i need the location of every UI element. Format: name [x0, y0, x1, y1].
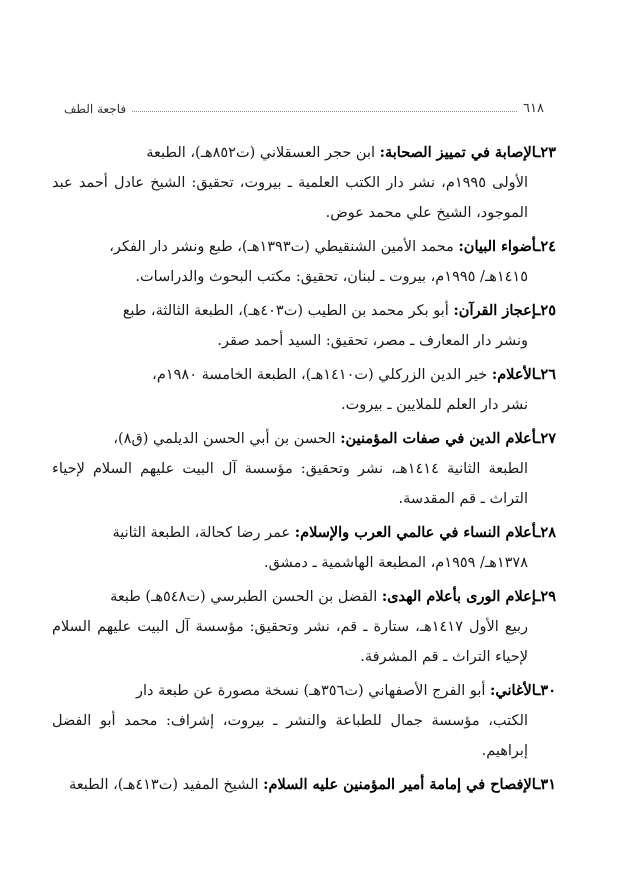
reference-title: إعلام الورى بأعلام الهدى: — [381, 588, 537, 605]
reference-details: عمر رضا كحالة، الطبعة الثانية — [112, 525, 295, 541]
reference-continuation: الأولى ١٩٩٥م، نشر دار الكتب العلمية ـ بيروت، تحقيق: الشيخ عادل أحمد عبد الموجود، الشيخ علي محمد عوض. — [52, 175, 528, 221]
reference-number: ٢٦ـ — [536, 366, 556, 383]
reference-title: أضواء البيان: — [458, 238, 537, 255]
reference-continuation: نشر دار العلم للملايين ـ بيروت. — [340, 397, 528, 413]
reference-item — [52, 770, 556, 800]
reference-title: إعجاز القرآن: — [453, 302, 537, 319]
reference-number: ٢٩ـ — [536, 588, 556, 605]
reference-list — [52, 138, 556, 804]
reference-continuation: الطبعة الثانية ١٤١٤هـ، نشر وتحقيق: مؤسسة آل البيت عليهم السلام لإحياء التراث ـ قم المقدسة. — [52, 461, 529, 507]
reference-number: ٢٨ـ — [536, 524, 556, 541]
reference-details: الفضل بن الحسن الطبرسي (ت٥٤٨هـ) طبعة — [110, 589, 382, 605]
reference-number: ٢٧ـ — [536, 430, 556, 447]
reference-number: ٢٤ـ — [536, 238, 556, 255]
reference-item — [52, 676, 556, 766]
reference-number: ٢٣ـ — [536, 144, 556, 161]
reference-continuation: ربيع الأول ١٤١٧هـ، ستارة ـ قم، نشر وتحقيق: مؤسسة آل البيت عليهم السلام لإحياء التراث ـ قم المشرفة. — [52, 619, 528, 665]
reference-item — [52, 518, 556, 578]
reference-continuation: الكتب، مؤسسة جمال للطباعة والنشر ـ بيروت، إشراف: محمد أبو الفضل إبراهيم. — [52, 713, 528, 759]
reference-continuation: ١٣٧٨هـ/ ١٩٥٩م، المطبعة الهاشمية ـ دمشق. — [263, 555, 528, 571]
reference-title: الإفصاح في إمامة أمير المؤمنين عليه السلام: — [263, 776, 537, 793]
header-dot-leader — [132, 110, 517, 112]
reference-details: أبو الفرج الأصفهاني (ت٣٥٦هـ) نسخة مصورة عن طبعة دار — [136, 683, 490, 699]
page-number: ٦١٨ — [523, 101, 544, 116]
reference-title: الإصابة في تمييز الصحابة: — [379, 144, 537, 161]
reference-number: ٣١ـ — [536, 776, 556, 793]
reference-item — [52, 296, 556, 356]
reference-details: أبو بكر محمد بن الطيب (ت٤٠٣هـ)، الطبعة الثالثة، طبع — [122, 303, 454, 319]
running-header — [64, 94, 544, 116]
reference-continuation: ١٤١٥هـ/ ١٩٩٥م، بيروت ـ لبنان، تحقيق: مكتب البحوث والدراسات. — [135, 269, 528, 285]
reference-item — [52, 138, 556, 228]
reference-title: الأعلام: — [491, 366, 537, 383]
reference-continuation: ونشر دار المعارف ـ مصر، تحقيق: السيد أحمد صقر. — [217, 333, 528, 349]
reference-details: خير الدين الزركلي (ت١٤١٠هـ)، الطبعة الخامسة ١٩٨٠م، — [152, 367, 492, 383]
reference-details: ابن حجر العسقلاني (ت٨٥٢هـ)، الطبعة — [146, 145, 380, 161]
book-title: فاجعة الطف — [64, 102, 127, 116]
reference-title: أعلام النساء في عالمي العرب والإسلام: — [294, 524, 537, 541]
reference-item — [52, 582, 556, 672]
reference-details: الحسن بن أبي الحسن الديلمي (ق٨)، — [113, 431, 341, 447]
reference-title: الأغاني: — [490, 682, 537, 699]
reference-item — [52, 360, 556, 420]
reference-item — [52, 424, 556, 514]
reference-title: أعلام الدين في صفات المؤمنين: — [340, 430, 537, 447]
reference-item — [52, 232, 556, 292]
reference-number: ٢٥ـ — [536, 302, 556, 319]
reference-number: ٣٠ـ — [536, 682, 556, 699]
reference-details: الشيخ المفيد (ت٤١٣هـ)، الطبعة — [69, 777, 264, 793]
reference-details: محمد الأمين الشنقيطي (ت١٣٩٣هـ)، طبع ونشر دار الفكر، — [109, 239, 459, 255]
